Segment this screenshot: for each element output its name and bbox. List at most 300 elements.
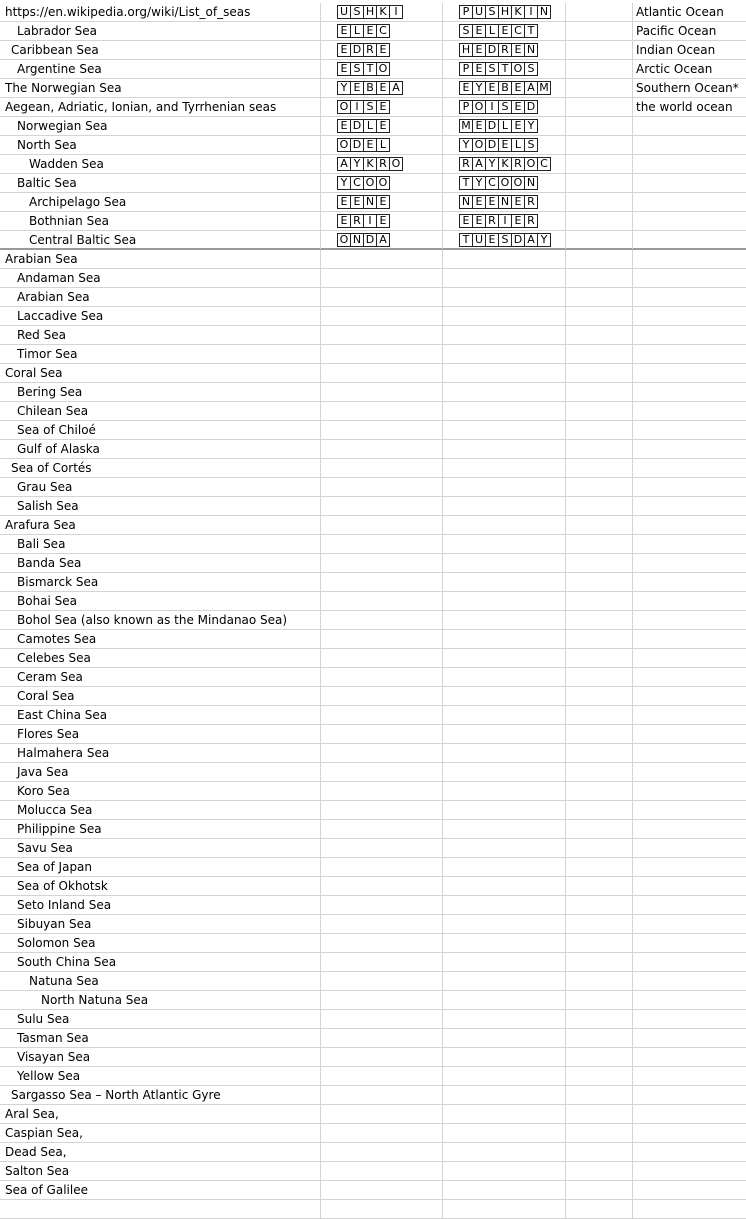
cell-col-c[interactable] [443, 440, 566, 458]
cell-col-e[interactable] [633, 725, 746, 743]
cell-col-c[interactable] [443, 991, 566, 1009]
cell-col-b[interactable] [321, 687, 443, 705]
cell-col-d[interactable] [566, 915, 633, 933]
cell-col-a[interactable] [0, 1086, 321, 1104]
cell-col-e[interactable] [633, 117, 746, 135]
cell-col-b[interactable] [321, 41, 443, 59]
cell-col-d[interactable] [566, 136, 633, 154]
cell-col-c[interactable] [443, 41, 566, 59]
cell-col-d[interactable] [566, 440, 633, 458]
cell-col-a[interactable] [0, 440, 321, 458]
cell-col-e[interactable] [633, 687, 746, 705]
cell-col-e[interactable] [633, 174, 746, 192]
cell-col-b[interactable] [321, 1200, 443, 1218]
cell-col-a[interactable] [0, 668, 321, 686]
cell-col-e[interactable] [633, 649, 746, 667]
cell-col-e[interactable] [633, 801, 746, 819]
cell-col-a[interactable] [0, 1143, 321, 1161]
cell-col-d[interactable] [566, 421, 633, 439]
cell-col-e[interactable] [633, 1200, 746, 1218]
cell-col-e[interactable] [633, 763, 746, 781]
cell-col-e[interactable] [633, 1029, 746, 1047]
cell-col-d[interactable] [566, 1105, 633, 1123]
cell-col-c[interactable] [443, 22, 566, 40]
cell-col-b[interactable] [321, 459, 443, 477]
cell-col-b[interactable] [321, 649, 443, 667]
cell-col-c[interactable] [443, 1200, 566, 1218]
cell-col-c[interactable] [443, 497, 566, 515]
cell-col-c[interactable] [443, 1162, 566, 1180]
cell-col-b[interactable] [321, 554, 443, 572]
cell-col-e[interactable] [633, 1048, 746, 1066]
cell-col-c[interactable] [443, 592, 566, 610]
cell-col-d[interactable] [566, 345, 633, 363]
cell-col-a[interactable] [0, 953, 321, 971]
cell-col-c[interactable] [443, 60, 566, 78]
cell-col-c[interactable] [443, 1067, 566, 1085]
cell-col-e[interactable]: Indian Ocean [636, 43, 716, 57]
cell-col-a[interactable] [0, 934, 321, 952]
cell-col-d[interactable] [566, 1181, 633, 1199]
cell-col-a[interactable] [0, 193, 321, 211]
cell-col-e[interactable] [633, 1010, 746, 1028]
cell-col-b[interactable] [321, 953, 443, 971]
cell-col-e[interactable] [633, 858, 746, 876]
cell-col-a[interactable] [0, 174, 321, 192]
cell-col-a[interactable] [0, 801, 321, 819]
cell-col-d[interactable] [566, 174, 633, 192]
cell-col-b[interactable] [321, 307, 443, 325]
cell-col-e[interactable] [633, 782, 746, 800]
cell-col-a[interactable] [0, 630, 321, 648]
cell-col-e[interactable] [633, 269, 746, 287]
cell-col-b[interactable] [321, 858, 443, 876]
cell-col-a[interactable] [0, 782, 321, 800]
cell-col-d[interactable] [566, 193, 633, 211]
cell-col-d[interactable] [566, 478, 633, 496]
cell-col-e[interactable] [633, 307, 746, 325]
cell-col-b[interactable] [321, 592, 443, 610]
cell-col-e[interactable] [633, 345, 746, 363]
cell-col-c[interactable] [443, 934, 566, 952]
cell-col-c[interactable] [443, 421, 566, 439]
cell-col-d[interactable] [566, 592, 633, 610]
cell-col-e[interactable]: the world ocean [636, 100, 733, 114]
cell-col-a[interactable] [0, 687, 321, 705]
cell-col-c[interactable] [443, 155, 566, 173]
cell-col-a[interactable] [0, 231, 321, 249]
cell-col-b[interactable] [321, 630, 443, 648]
cell-col-b[interactable] [321, 934, 443, 952]
cell-col-e[interactable] [633, 288, 746, 306]
cell-col-d[interactable] [566, 668, 633, 686]
cell-col-a[interactable] [0, 307, 321, 325]
cell-col-c[interactable] [443, 174, 566, 192]
cell-col-d[interactable] [566, 497, 633, 515]
cell-col-c[interactable] [443, 1124, 566, 1142]
cell-col-a[interactable] [0, 478, 321, 496]
cell-col-b[interactable] [321, 421, 443, 439]
cell-col-c[interactable] [443, 1010, 566, 1028]
cell-col-c[interactable] [443, 1105, 566, 1123]
cell-col-a[interactable] [0, 1029, 321, 1047]
cell-col-d[interactable] [566, 98, 633, 116]
cell-col-c[interactable] [443, 117, 566, 135]
cell-col-d[interactable] [566, 649, 633, 667]
cell-col-d[interactable] [566, 269, 633, 287]
cell-col-c[interactable] [443, 649, 566, 667]
cell-col-a[interactable] [0, 516, 321, 534]
cell-col-e[interactable]: Pacific Ocean [636, 24, 717, 38]
cell-col-d[interactable] [566, 1029, 633, 1047]
cell-col-d[interactable] [566, 1048, 633, 1066]
cell-col-a[interactable] [0, 212, 321, 230]
cell-col-d[interactable] [566, 155, 633, 173]
cell-col-e[interactable] [633, 934, 746, 952]
cell-col-e[interactable] [633, 554, 746, 572]
cell-col-d[interactable] [566, 1124, 633, 1142]
cell-col-c[interactable] [443, 1181, 566, 1199]
cell-col-b[interactable] [321, 212, 443, 230]
cell-col-e[interactable] [633, 573, 746, 591]
cell-col-d[interactable] [566, 535, 633, 553]
cell-col-d[interactable] [566, 763, 633, 781]
cell-col-d[interactable] [566, 573, 633, 591]
cell-col-b[interactable] [321, 725, 443, 743]
cell-col-c[interactable] [443, 706, 566, 724]
cell-col-c[interactable] [443, 326, 566, 344]
cell-col-b[interactable] [321, 877, 443, 895]
cell-col-c[interactable] [443, 763, 566, 781]
cell-col-c[interactable] [443, 554, 566, 572]
cell-col-d[interactable] [566, 611, 633, 629]
cell-col-c[interactable] [443, 535, 566, 553]
cell-col-d[interactable] [566, 459, 633, 477]
cell-col-a[interactable] [0, 896, 321, 914]
cell-col-d[interactable] [566, 516, 633, 534]
cell-col-b[interactable] [321, 972, 443, 990]
cell-col-d[interactable] [566, 1067, 633, 1085]
cell-col-a[interactable] [0, 345, 321, 363]
cell-col-a[interactable] [0, 858, 321, 876]
cell-col-e[interactable] [633, 896, 746, 914]
cell-col-e[interactable] [633, 535, 746, 553]
cell-col-b[interactable] [321, 402, 443, 420]
cell-col-d[interactable] [566, 22, 633, 40]
cell-col-b[interactable] [321, 896, 443, 914]
cell-col-a[interactable] [0, 288, 321, 306]
cell-col-a[interactable] [0, 1048, 321, 1066]
cell-col-a[interactable] [0, 592, 321, 610]
cell-col-d[interactable] [566, 364, 633, 382]
cell-col-d[interactable] [566, 877, 633, 895]
cell-col-a[interactable] [0, 459, 321, 477]
cell-col-c[interactable] [443, 269, 566, 287]
cell-col-b[interactable] [321, 706, 443, 724]
cell-col-b[interactable] [321, 1124, 443, 1142]
cell-col-c[interactable] [443, 459, 566, 477]
cell-col-d[interactable] [566, 706, 633, 724]
cell-col-c[interactable] [443, 288, 566, 306]
cell-col-d[interactable] [566, 79, 633, 97]
cell-col-e[interactable] [633, 250, 746, 268]
cell-col-c[interactable] [443, 668, 566, 686]
cell-col-c[interactable] [443, 1143, 566, 1161]
cell-col-a[interactable] [0, 383, 321, 401]
cell-col-c[interactable] [443, 1029, 566, 1047]
cell-col-e[interactable] [633, 421, 746, 439]
cell-col-b[interactable] [321, 79, 443, 97]
cell-col-b[interactable] [321, 478, 443, 496]
cell-col-c[interactable] [443, 364, 566, 382]
cell-col-c[interactable] [443, 402, 566, 420]
cell-col-a[interactable] [0, 839, 321, 857]
cell-col-b[interactable] [321, 535, 443, 553]
cell-col-a[interactable] [0, 326, 321, 344]
cell-col-d[interactable] [566, 307, 633, 325]
cell-col-c[interactable] [443, 630, 566, 648]
cell-col-d[interactable] [566, 231, 633, 249]
cell-col-a[interactable] [0, 41, 321, 59]
cell-col-b[interactable] [321, 611, 443, 629]
cell-col-d[interactable] [566, 1010, 633, 1028]
cell-col-e[interactable] [633, 592, 746, 610]
cell-col-e[interactable] [633, 478, 746, 496]
cell-col-b[interactable] [321, 497, 443, 515]
cell-col-a[interactable] [0, 497, 321, 515]
cell-col-a[interactable] [0, 117, 321, 135]
cell-col-d[interactable] [566, 117, 633, 135]
cell-col-a[interactable] [0, 1105, 321, 1123]
cell-col-a[interactable] [0, 1010, 321, 1028]
cell-col-e[interactable] [633, 326, 746, 344]
cell-col-b[interactable] [321, 3, 443, 21]
cell-col-e[interactable] [633, 440, 746, 458]
cell-col-b[interactable] [321, 915, 443, 933]
cell-col-e[interactable] [633, 459, 746, 477]
cell-col-c[interactable] [443, 782, 566, 800]
cell-col-e[interactable]: Arctic Ocean [636, 62, 713, 76]
cell-col-d[interactable] [566, 896, 633, 914]
cell-col-e[interactable] [633, 1181, 746, 1199]
cell-col-c[interactable] [443, 136, 566, 154]
cell-col-e[interactable] [633, 516, 746, 534]
cell-col-c[interactable] [443, 1048, 566, 1066]
cell-col-d[interactable] [566, 250, 633, 268]
cell-col-a[interactable] [0, 991, 321, 1009]
cell-col-a[interactable] [0, 706, 321, 724]
cell-col-e[interactable] [633, 1086, 746, 1104]
cell-col-e[interactable] [633, 839, 746, 857]
cell-col-c[interactable] [443, 193, 566, 211]
cell-col-c[interactable] [443, 877, 566, 895]
cell-col-b[interactable] [321, 801, 443, 819]
cell-col-b[interactable] [321, 991, 443, 1009]
cell-col-a[interactable] [0, 877, 321, 895]
cell-col-c[interactable] [443, 611, 566, 629]
cell-col-e[interactable] [633, 668, 746, 686]
cell-col-e[interactable] [633, 611, 746, 629]
cell-col-b[interactable] [321, 516, 443, 534]
cell-col-e[interactable] [633, 1143, 746, 1161]
cell-col-c[interactable] [443, 516, 566, 534]
cell-col-a[interactable] [0, 1162, 321, 1180]
cell-col-d[interactable] [566, 554, 633, 572]
cell-col-d[interactable] [566, 687, 633, 705]
cell-col-b[interactable] [321, 364, 443, 382]
cell-col-d[interactable] [566, 801, 633, 819]
cell-col-a[interactable] [0, 402, 321, 420]
cell-col-b[interactable] [321, 22, 443, 40]
cell-col-e[interactable]: Atlantic Ocean [636, 5, 724, 19]
cell-col-e[interactable] [633, 953, 746, 971]
cell-col-b[interactable] [321, 193, 443, 211]
cell-col-e[interactable] [633, 630, 746, 648]
cell-col-c[interactable] [443, 3, 566, 21]
cell-col-a[interactable] [0, 649, 321, 667]
cell-col-b[interactable] [321, 288, 443, 306]
cell-col-a[interactable] [0, 915, 321, 933]
cell-col-e[interactable] [633, 991, 746, 1009]
cell-col-e[interactable] [633, 155, 746, 173]
cell-col-c[interactable] [443, 858, 566, 876]
cell-col-a[interactable] [0, 22, 321, 40]
cell-col-c[interactable] [443, 1086, 566, 1104]
cell-col-b[interactable] [321, 1181, 443, 1199]
cell-col-a[interactable] [0, 763, 321, 781]
cell-col-a[interactable] [0, 611, 321, 629]
cell-col-c[interactable] [443, 744, 566, 762]
cell-col-d[interactable] [566, 212, 633, 230]
cell-col-e[interactable] [633, 402, 746, 420]
cell-col-a[interactable] [0, 364, 321, 382]
cell-col-c[interactable] [443, 896, 566, 914]
cell-col-d[interactable] [566, 41, 633, 59]
cell-col-b[interactable] [321, 174, 443, 192]
cell-col-b[interactable] [321, 782, 443, 800]
cell-col-e[interactable] [633, 364, 746, 382]
cell-col-a[interactable] [0, 79, 321, 97]
cell-col-c[interactable] [443, 820, 566, 838]
cell-col-c[interactable] [443, 383, 566, 401]
cell-col-a[interactable] [0, 1067, 321, 1085]
cell-col-c[interactable] [443, 915, 566, 933]
cell-col-d[interactable] [566, 858, 633, 876]
cell-col-e[interactable] [633, 820, 746, 838]
cell-col-b[interactable] [321, 440, 443, 458]
cell-col-d[interactable] [566, 972, 633, 990]
cell-col-e[interactable] [633, 1162, 746, 1180]
cell-col-a[interactable] [0, 535, 321, 553]
cell-col-b[interactable] [321, 1067, 443, 1085]
cell-col-c[interactable] [443, 687, 566, 705]
cell-col-a[interactable] [0, 1124, 321, 1142]
cell-col-a[interactable] [0, 250, 321, 268]
cell-col-b[interactable] [321, 573, 443, 591]
cell-col-b[interactable] [321, 1143, 443, 1161]
cell-col-a[interactable] [0, 573, 321, 591]
cell-col-a[interactable] [0, 820, 321, 838]
cell-col-e[interactable] [633, 1067, 746, 1085]
cell-col-d[interactable] [566, 1086, 633, 1104]
cell-col-e[interactable] [633, 1105, 746, 1123]
cell-col-d[interactable] [566, 991, 633, 1009]
cell-col-c[interactable] [443, 839, 566, 857]
cell-col-a[interactable] [0, 155, 321, 173]
cell-col-e[interactable] [633, 915, 746, 933]
cell-col-a[interactable] [0, 269, 321, 287]
cell-col-b[interactable] [321, 326, 443, 344]
cell-col-b[interactable] [321, 1010, 443, 1028]
cell-col-b[interactable] [321, 383, 443, 401]
cell-col-b[interactable] [321, 269, 443, 287]
cell-col-a[interactable] [0, 98, 321, 116]
cell-col-d[interactable] [566, 383, 633, 401]
cell-col-e[interactable] [633, 383, 746, 401]
cell-col-e[interactable] [633, 497, 746, 515]
cell-col-b[interactable] [321, 136, 443, 154]
cell-col-e[interactable] [633, 212, 746, 230]
cell-col-c[interactable] [443, 725, 566, 743]
cell-col-c[interactable] [443, 972, 566, 990]
cell-col-b[interactable] [321, 820, 443, 838]
cell-col-b[interactable] [321, 117, 443, 135]
cell-col-d[interactable] [566, 744, 633, 762]
cell-col-a[interactable] [0, 1200, 321, 1218]
cell-col-d[interactable] [566, 782, 633, 800]
cell-col-d[interactable] [566, 725, 633, 743]
cell-col-e[interactable] [633, 231, 746, 249]
cell-col-b[interactable] [321, 250, 443, 268]
cell-col-d[interactable] [566, 953, 633, 971]
cell-col-d[interactable] [566, 1143, 633, 1161]
cell-col-c[interactable] [443, 307, 566, 325]
cell-col-d[interactable] [566, 60, 633, 78]
cell-col-a[interactable] [0, 136, 321, 154]
cell-col-b[interactable] [321, 155, 443, 173]
cell-col-a[interactable] [0, 421, 321, 439]
cell-col-d[interactable] [566, 820, 633, 838]
cell-col-b[interactable] [321, 763, 443, 781]
cell-col-c[interactable] [443, 79, 566, 97]
cell-col-b[interactable] [321, 60, 443, 78]
cell-col-a[interactable] [0, 744, 321, 762]
cell-col-a[interactable] [0, 1181, 321, 1199]
cell-col-b[interactable] [321, 345, 443, 363]
cell-col-c[interactable] [443, 573, 566, 591]
cell-col-d[interactable] [566, 3, 633, 21]
cell-col-b[interactable] [321, 1086, 443, 1104]
cell-col-e[interactable] [633, 136, 746, 154]
cell-col-b[interactable] [321, 1105, 443, 1123]
cell-col-b[interactable] [321, 839, 443, 857]
cell-col-c[interactable] [443, 231, 566, 249]
cell-col-a[interactable] [0, 972, 321, 990]
cell-col-b[interactable] [321, 231, 443, 249]
cell-col-c[interactable] [443, 801, 566, 819]
cell-col-d[interactable] [566, 1162, 633, 1180]
cell-col-e[interactable] [633, 744, 746, 762]
cell-col-d[interactable] [566, 630, 633, 648]
cell-col-e[interactable] [633, 1124, 746, 1142]
cell-col-d[interactable] [566, 288, 633, 306]
cell-col-c[interactable] [443, 345, 566, 363]
cell-col-e[interactable] [633, 706, 746, 724]
cell-col-d[interactable] [566, 1200, 633, 1218]
cell-col-c[interactable] [443, 478, 566, 496]
cell-col-a[interactable] [0, 554, 321, 572]
cell-col-b[interactable] [321, 744, 443, 762]
